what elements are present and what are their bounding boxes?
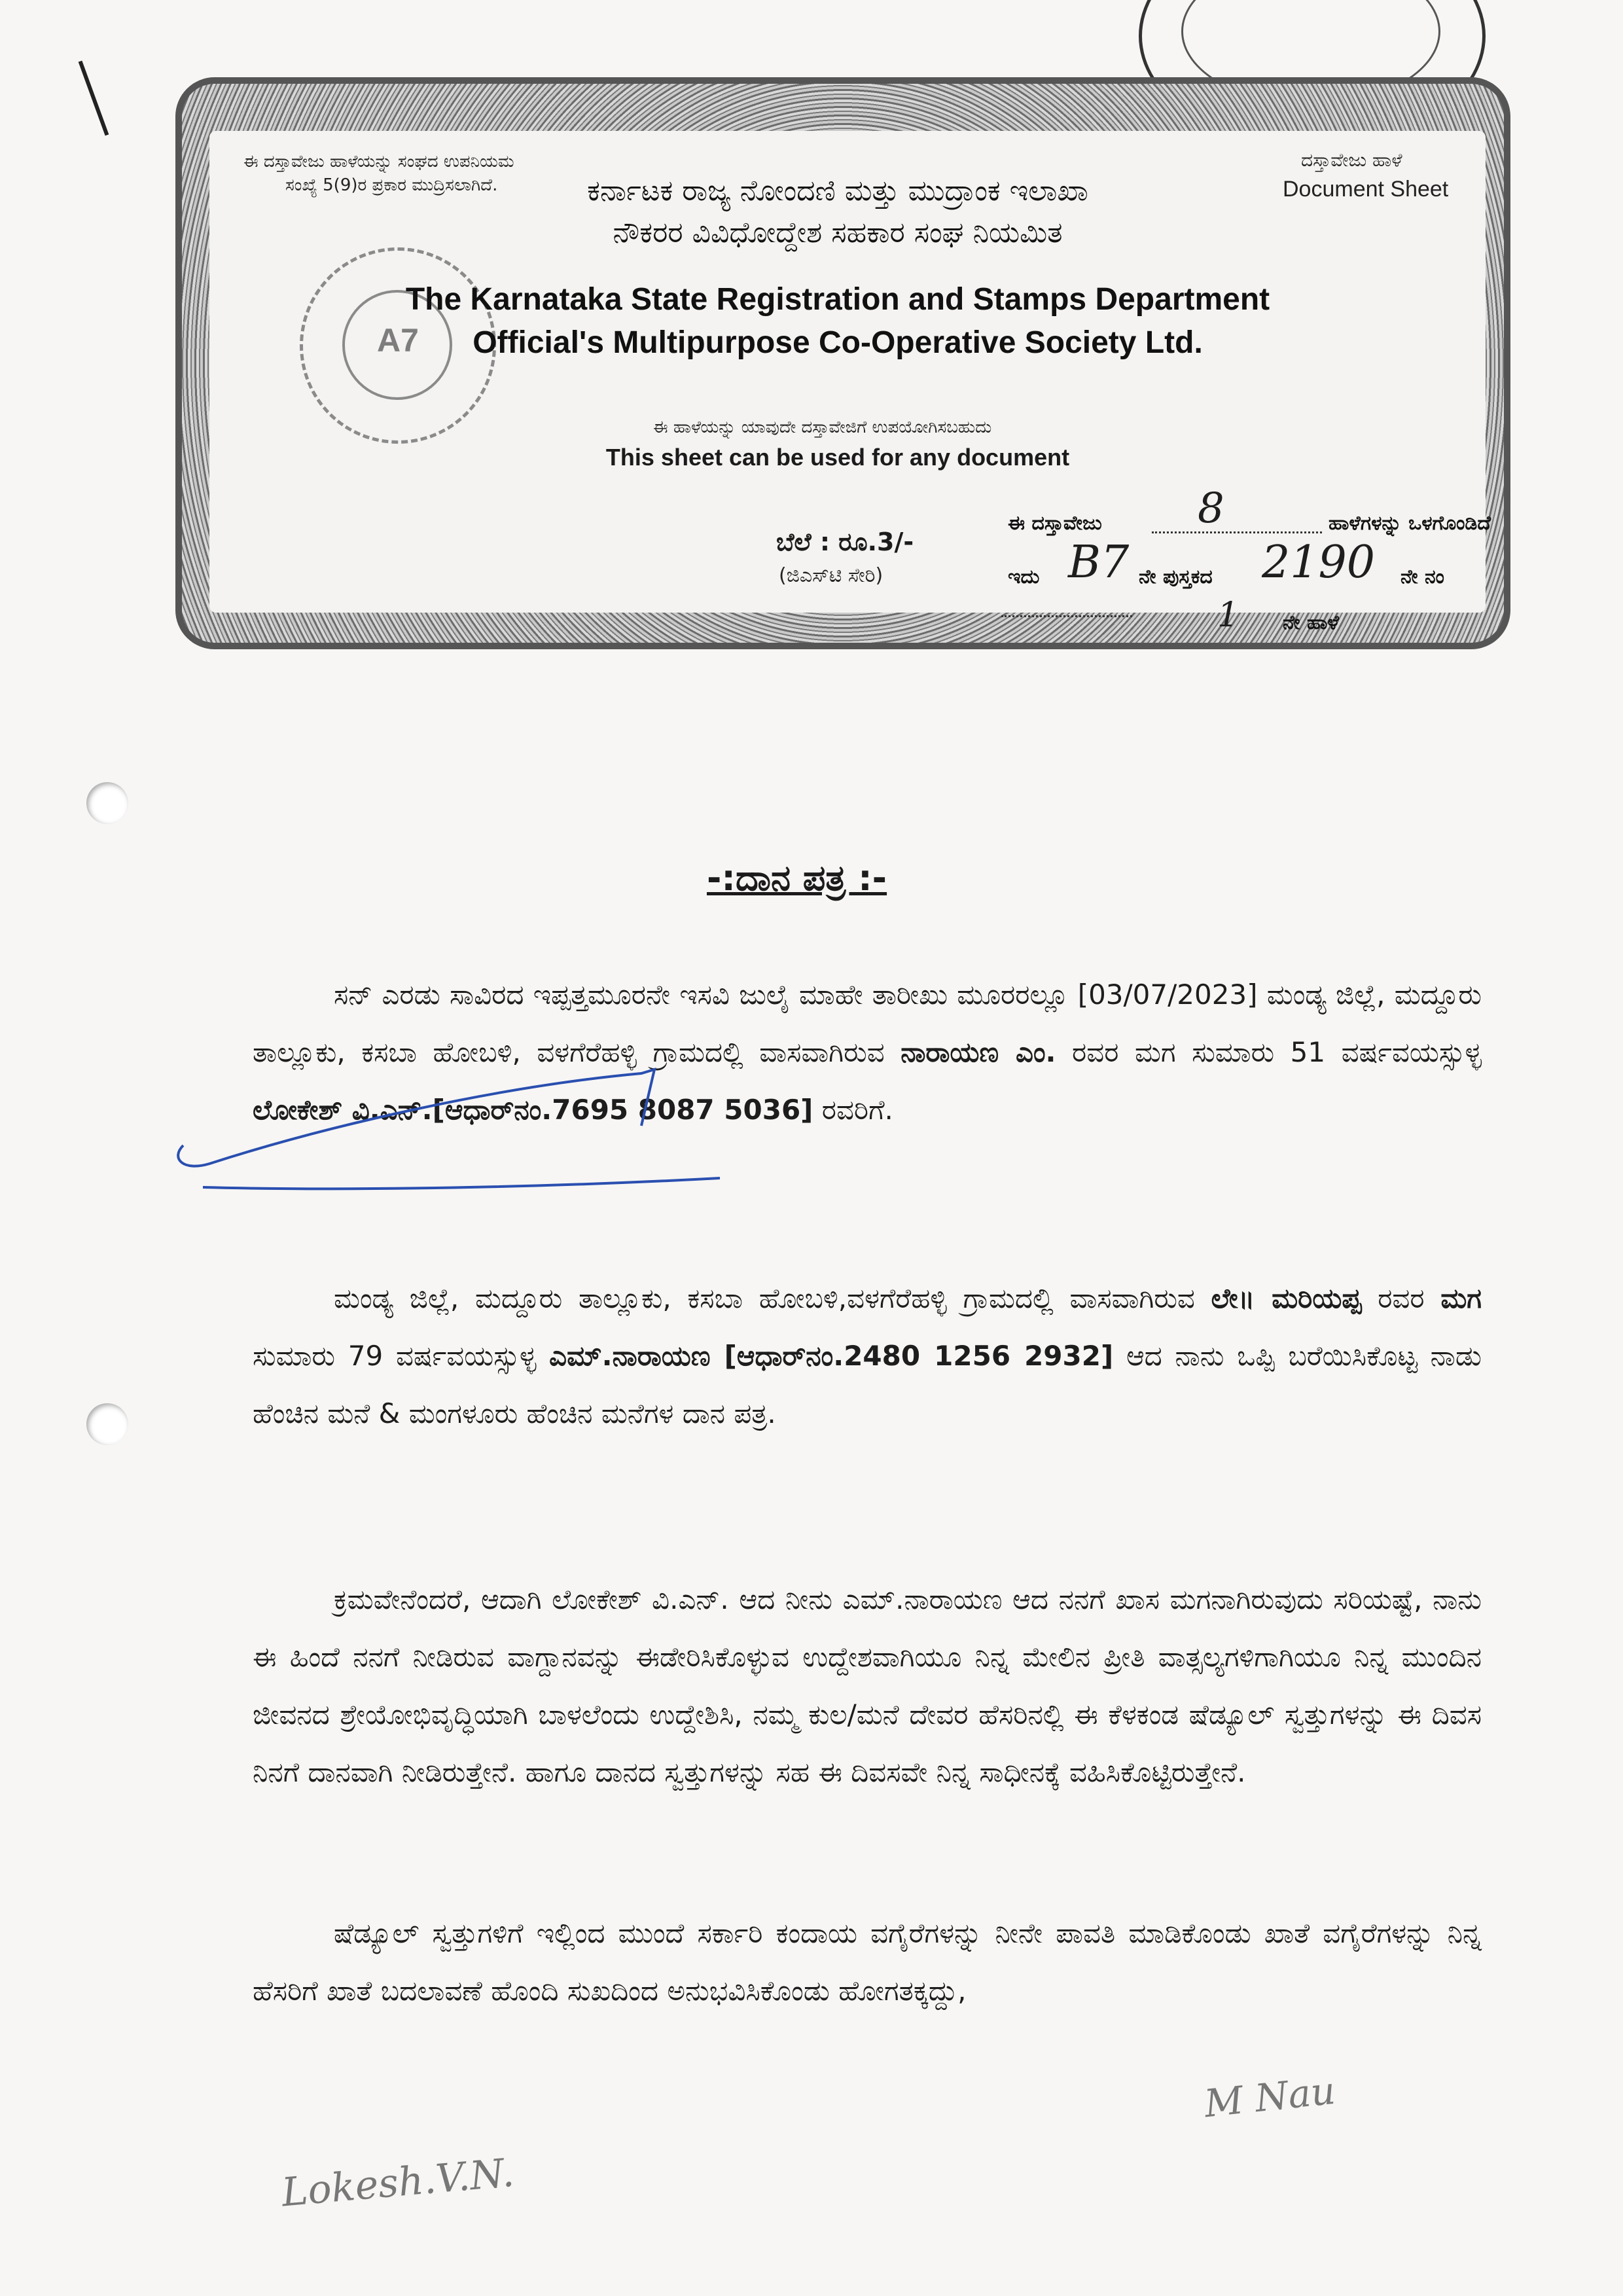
paragraph-4: ಷೆಡ್ಯೂಲ್ ಸ್ವತ್ತುಗಳಿಗೆ ಇಲ್ಲಿಂದ ಮುಂದೆ ಸರ್ಕಾರಿ ಕಂದಾಯ ವಗೈರೆಗಳನ್ನು ನೀನೇ ಪಾವತಿ ಮಾಡಿಕೊಂಡು ಖಾತೆ ವಗೈರೆಗಳನ್ನು ನಿನ್ನ ಹೆಸರಿಗೆ ಖಾತೆ ಬದಲಾವಣೆ ಹೊಂದಿ ಸುಖದಿಂದ ಅನುಭವಿಸಿಕೊಂಡು ಹೋಗತಕ್ಕದ್ದು, [253,1917,1482,2007]
donor-name: ನಾರಾಯಣ ಎಂ. [901,1036,1056,1068]
document-sheet-label-kannada: ದಸ್ತಾವೇಜು ಹಾಳೆ [1301,149,1402,171]
punch-hole-top [86,782,128,824]
left-note-line2: ಸಂಖ್ಯೆ 5(9)ರ ಪ್ರಕಾರ ಮುದ್ರಿಸಲಾಗಿದೆ. [285,175,498,195]
header-english-title-line2: Official's Multipurpose Co-Operative Society Ltd. [473,325,1203,360]
header-english-title-line1: The Karnataka State Registration and Stamps Department [405,282,1270,317]
a7-seal-label: A7 [377,322,419,359]
document-sheet-label: Document Sheet [1283,177,1449,202]
sheet-price-note: (ಜಿಎಸ್‌ಟಿ ಸೇರಿ) [779,564,883,587]
sheet-count-line [1152,531,1322,533]
donor-father-name: ಲೇ॥ ಮರಿಯಪ್ಪ [1211,1282,1362,1314]
left-note-line1: ಈ ದಸ್ತಾವೇಜು ಹಾಳೆಯನ್ನು ಸಂಘದ ಉಪನಿಯಮ [243,152,514,171]
document-number-value: 2190 [1262,537,1376,588]
usage-note-english: This sheet can be used for any document [605,444,1070,471]
header-kannada-title-line2: ನೌಕರರ ವಿವಿಧೋದ್ದೇಶ ಸಹಕಾರ ಸಂಘ ನಿಯಮಿತ [613,216,1063,249]
page-number-suffix: ನೇ ಹಾಳೆ [1283,611,1339,634]
usage-note-kannada: ಈ ಹಾಳೆಯನ್ನು ಯಾವುದೇ ದಸ್ತಾವೇಜಿಗೆ ಉಪಯೋಗಿಸಬಹುದು [653,418,992,437]
document-title: -:ದಾನ ಪತ್ರ :- [707,857,887,899]
margin-pen-mark [79,61,109,136]
book-label-mid: ನೇ ಪುಸ್ತಕದ [1139,565,1213,588]
donor-signature: M Nau [1202,2068,1338,2126]
page-number-value: 1 [1217,596,1240,635]
sheet-count-label: ಈ ದಸ್ತಾವೇಜು [1008,512,1102,535]
sheet-count-value: 8 [1198,484,1224,533]
recipient-signature: Lokesh.V.N. [279,2149,516,2216]
paragraph-2: ಮಂಡ್ಯ ಜಿಲ್ಲೆ, ಮದ್ದೂರು ತಾಲ್ಲೂಕು, ಕಸಬಾ ಹೋಬಳಿ,ವಳಗೆರೆಹಳ್ಳಿ ಗ್ರಾಮದಲ್ಲಿ ವಾಸವಾಗಿರುವ ಲೇ॥ ಮರಿಯಪ್ಪ ರವರ ಮಗ ಸುಮಾರು 79 ವರ್ಷವಯಸ್ಸುಳ್ಳ ಎಮ್.ನಾರಾಯಣ [ಆಧಾರ್‌ನಂ.2480 1256 2932] ಆದ ನಾನು ಒಪ್ಪಿ ಬರೆಯಿಸಿಕೊಟ್ಟ ನಾಡು ಹೆಂಚಿನ ಮನೆ & ಮಂಗಳೂರು ಹೆಂಚಿನ ಮನೆಗಳ ದಾನ ಪತ್ರ. [253,1282,1482,1429]
recipient-name: ಲೋಕೇಶ್ ವಿ.ಎನ್.[ಆಧಾರ್‌ನಂ.7695 8087 5036] [253,1094,813,1126]
paragraph-3: ಕ್ರಮವೇನೆಂದರೆ, ಆದಾಗಿ ಲೋಕೇಶ್ ವಿ.ಎನ್. ಆದ ನೀನು ಎಮ್.ನಾರಾಯಣ ಆದ ನನಗೆ ಖಾಸ ಮಗನಾಗಿರುವುದು ಸರಿಯಷ್ಟೆ, ನಾನು ಈ ಹಿಂದೆ ನನಗೆ ನೀಡಿರುವ ವಾಗ್ದಾನವನ್ನು ಈಡೇರಿಸಿಕೊಳ್ಳುವ ಉದ್ದೇಶವಾಗಿಯೂ ನಿನ್ನ ಮೇಲಿನ ಪ್ರೀತಿ ವಾತ್ಸಲ್ಯಗಳಿಗಾಗಿಯೂ ನಿನ್ನ ಮುಂದಿನ ಜೀವನದ ಶ್ರೇಯೋಭಿವೃದ್ಧಿಯಾಗಿ ಬಾಳಲೆಂದು ಉದ್ದೇಶಿಸಿ, ನಮ್ಮ ಕುಲ/ಮನೆ ದೇವರ ಹೆಸರಿನಲ್ಲಿ ಈ ಕೆಳಕಂಡ ಷೆಡ್ಯೂಲ್ ಸ್ವತ್ತುಗಳನ್ನು ಈ ದಿವಸ ನಿನಗೆ ದಾನವಾಗಿ ನೀಡಿರುತ್ತೇನೆ. ಹಾಗೂ ದಾನದ ಸ್ವತ್ತುಗಳನ್ನು ಸಹ ಈ ದಿವಸವೇ ನಿನ್ನ ಸಾಧೀನಕ್ಕೆ ವಹಿಸಿಕೊಟ್ಟಿರುತ್ತೇನೆ. [253,1583,1482,1788]
paragraph-1: ಸನ್ ಎರಡು ಸಾವಿರದ ಇಪ್ಪತ್ತಮೂರನೇ ಇಸವಿ ಜುಲೈ ಮಾಹೇ ತಾರೀಖು ಮೂರರಲ್ಲೂ [03/07/2023] ಮಂಡ್ಯ ಜಿಲ್ಲೆ, ಮದ್ದೂರು ತಾಲ್ಲೂಕು, ಕಸಬಾ ಹೋಬಳಿ, ವಳಗೆರೆಹಳ್ಳಿ ಗ್ರಾಮದಲ್ಲಿ ವಾಸವಾಗಿರುವ ನಾರಾಯಣ ಎಂ. ರವರ ಮಗ ಸುಮಾರು 51 ವರ್ಷವಯಸ್ಸುಳ್ಳ ಲೋಕೇಶ್ ವಿ.ಎನ್.[ಆಧಾರ್‌ನಂ.7695 8087 5036] ರವರಿಗೆ. [253,978,1482,1126]
donor-name-aadhaar: ಎಮ್.ನಾರಾಯಣ [ಆಧಾರ್‌ನಂ.2480 1256 2932] [549,1340,1114,1372]
document-number-suffix: ನೇ ನಂ [1400,565,1444,588]
sheet-count-suffix: ಹಾಳೆಗಳನ್ನು ಒಳಗೊಂಡಿದೆ [1329,512,1491,535]
page-number-line [1001,615,1132,617]
book-number-value: B7 [1068,537,1130,588]
punch-hole-bottom [86,1403,128,1445]
header-kannada-title-line1: ಕರ್ನಾಟಕ ರಾಜ್ಯ ನೋಂದಣಿ ಮತ್ತು ಮುದ್ರಾಂಕ ಇಲಾಖಾ [587,174,1088,207]
pen-underline-mark [157,1047,812,1198]
book-label: ಇದು [1008,565,1040,588]
sheet-price: ಬೆಲೆ : ರೂ.3/- [776,528,914,556]
